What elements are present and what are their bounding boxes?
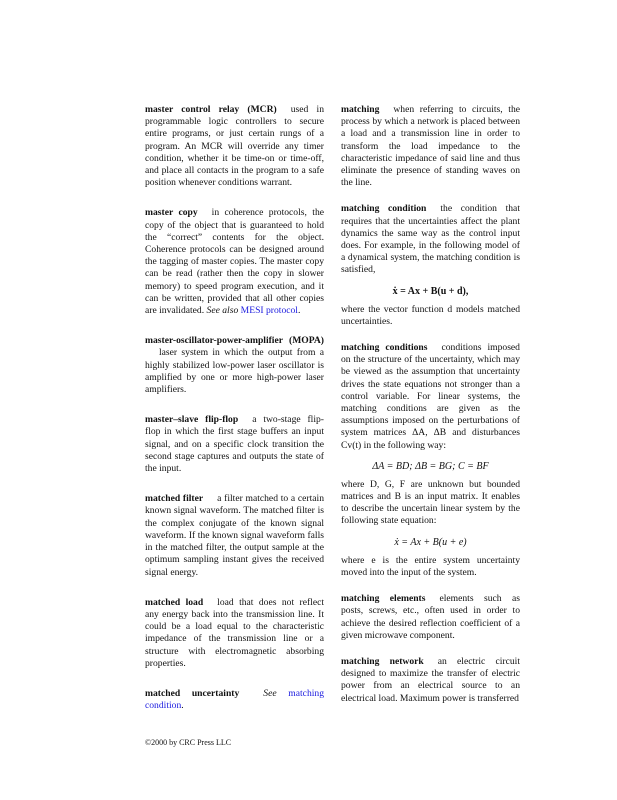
- term: matched load: [145, 596, 204, 608]
- link-matching-condition[interactable]: matching condition: [145, 687, 324, 712]
- definition: the condition that requires that the uncertainties affect the plant dynamics the same way as the control input does. For example, in the following model of a dynamical system, the matching condition is satisfied,: [341, 203, 520, 276]
- entry-matching: [341, 104, 520, 189]
- definition: a filter matched to a certain known signal waveform. The matched filter is the complex conjugate of the known signal waveform. If the known signal waveform falls in the matched filter, the output sample at the optimum sampling instant gives the received signal energy.: [145, 493, 324, 578]
- term: master copy: [145, 207, 198, 219]
- paragraph: where e is the entire system uncertainty moved into the input of the system.: [341, 554, 520, 578]
- paragraph: where the vector function d models matched uncertainties.: [341, 303, 520, 327]
- right-column: [341, 104, 520, 705]
- entry-mopa: [145, 335, 324, 396]
- term: matched filter: [145, 493, 204, 505]
- definition: when referring to circuits, the process by which a network is placed between a load and a transmission line in order to transform the load impedance to the characteristic impedance of said line and thus eliminate the presence of standing waves on the line.: [341, 104, 520, 189]
- entry-matching-condition: [341, 203, 520, 276]
- term: master-oscillator-power-amplifier (MOPA): [145, 335, 324, 347]
- definition: load that does not reflect any energy back into the transmission line. It could be a load equal to the characteristic impedance of the transmission line or a structure with electromagnetic absorbing properties.: [145, 596, 324, 669]
- term: master–slave flip-flop: [145, 414, 239, 426]
- equation: ΔA = BD; ΔB = BG; C = BF: [372, 460, 489, 472]
- definition: used in programmable logic controllers to secure entire programs, or just certain rungs of a program. An MCR will override any timer condition, whether it be time-on or time-off, and place all contacts in the program to a safe position whenever conditions warrant.: [145, 104, 324, 189]
- definition: an electric circuit designed to maximize the transfer of electric power from an electrical source to an electrical load. Maximum power is transferred: [341, 655, 520, 704]
- term: matching elements: [341, 593, 426, 605]
- definition: laser system in which the output from a highly stabilized low-power laser oscillator is amplified by one or more high-power laser amplifiers.: [145, 347, 324, 396]
- period: .: [181, 700, 184, 712]
- entry-master-slave-flip-flop: [145, 414, 324, 475]
- term: matching: [341, 104, 380, 115]
- term: matching conditions: [341, 342, 428, 354]
- see-also: See also: [206, 305, 239, 317]
- link-mesi-protocol[interactable]: MESI protocol: [240, 305, 298, 317]
- definition: in coherence protocols, the copy of the object that is guaranteed to hold the “correct” contents for the object. Coherence protocols can be designed around the tagging of master copies. The master copy can be read (rather then the copy in slower memory) to speed program execution, and it can be written, provided that all other copies are invalidated.: [145, 207, 325, 317]
- entry-matched-load: [145, 597, 324, 670]
- entry-matching-elements: [341, 593, 520, 642]
- period: .: [297, 305, 301, 317]
- equation: ẋ = Ax + B(u + e): [394, 536, 467, 548]
- definition: elements such as posts, screws, etc., often used in order to achieve the desired reflection coefficient of a given microwave component.: [341, 593, 520, 641]
- term: matching condition: [341, 203, 427, 215]
- copyright-footer: ©2000 by CRC Press LLC: [145, 738, 232, 748]
- entry-matching-conditions: [341, 342, 520, 452]
- see: See: [263, 687, 277, 699]
- definition: conditions imposed on the structure of the uncertainty, which may be viewed as the assumption that uncertainty drives the state equations not stronger than a control variable. For linear systems, the matching conditions are given as the assumptions imposed on the perturbations of system matrices ΔA, ΔB and disturbances Cv(t) in the following way:: [341, 342, 520, 451]
- entry-master-copy: [145, 207, 324, 317]
- entry-matched-filter: [145, 493, 324, 578]
- entry-matching-network: [341, 656, 520, 705]
- term: master control relay (MCR): [145, 104, 277, 115]
- term: matching network: [341, 655, 424, 667]
- entry-master-control-relay: [145, 104, 324, 189]
- definition: a two-stage flip-flop in which the first stage buffers an input signal, and on a specific clock transition the second stage captures and outputs the state of the input.: [145, 414, 325, 475]
- paragraph: where D, G, F are unknown but bounded matrices and B is an input matrix. It enables to describe the uncertain linear system by the following state equation:: [341, 478, 520, 527]
- equation: ẋ = Ax + B(u + d),: [392, 285, 469, 297]
- term: matched uncertainty: [145, 687, 240, 699]
- left-column: [145, 104, 324, 748]
- entry-matched-uncertainty: [145, 688, 324, 712]
